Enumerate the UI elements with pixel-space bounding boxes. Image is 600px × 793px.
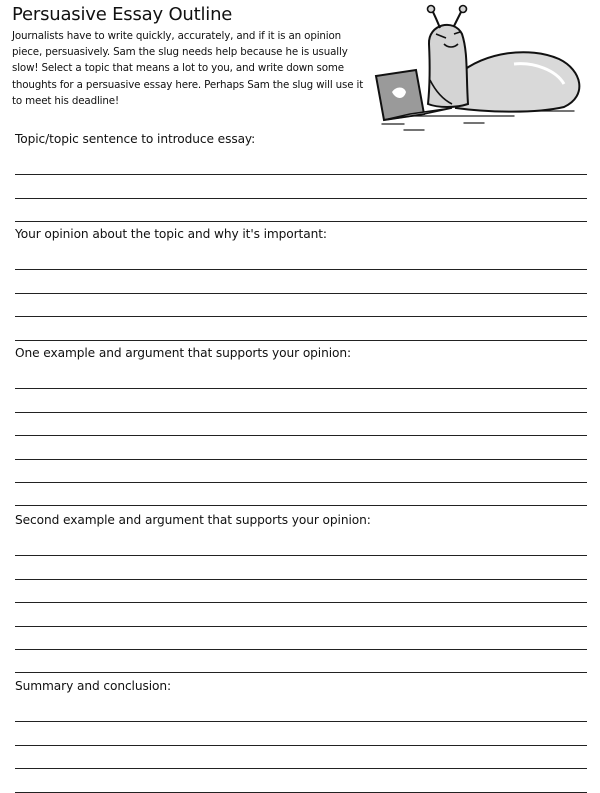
writing-line[interactable] — [15, 556, 587, 579]
section-example-1 — [15, 342, 587, 506]
section-prompt: One example and argument that supports your opinion: — [15, 346, 351, 360]
slug-with-laptop-illustration — [364, 4, 594, 132]
writing-line[interactable] — [15, 722, 587, 745]
section-prompt: Your opinion about the topic and why it's important: — [15, 227, 327, 241]
writing-line[interactable] — [15, 152, 587, 175]
section-prompt: Second example and argument that supports your opinion: — [15, 513, 371, 527]
section-prompt: Summary and conclusion: — [15, 679, 171, 693]
writing-line[interactable] — [15, 175, 587, 198]
writing-line[interactable] — [15, 627, 587, 650]
writing-line[interactable] — [15, 413, 587, 436]
section-opinion — [15, 223, 587, 341]
intro-paragraph: Journalists have to write quickly, accurately, and if it is an opinion piece, persuasively. Sam the slug needs help because he is usually slow! Select a topic that means a lot to you, and write down some thoughts for a persuasive essay here. Perhaps Sam the slug will use it to meet his deadline! — [12, 30, 364, 107]
writing-line[interactable] — [15, 199, 587, 222]
writing-line[interactable] — [15, 270, 587, 293]
writing-line[interactable] — [15, 294, 587, 317]
writing-line[interactable] — [15, 436, 587, 459]
page-title: Persuasive Essay Outline — [12, 4, 233, 25]
writing-line[interactable] — [15, 366, 587, 389]
writing-line[interactable] — [15, 460, 587, 483]
writing-line[interactable] — [15, 699, 587, 722]
writing-line[interactable] — [15, 650, 587, 673]
writing-line[interactable] — [15, 389, 587, 412]
section-topic — [15, 128, 587, 222]
section-summary — [15, 675, 587, 793]
writing-line[interactable] — [15, 247, 587, 270]
writing-line[interactable] — [15, 769, 587, 792]
writing-line[interactable] — [15, 483, 587, 506]
writing-line[interactable] — [15, 533, 587, 556]
writing-line[interactable] — [15, 580, 587, 603]
writing-line[interactable] — [15, 746, 587, 769]
writing-line[interactable] — [15, 317, 587, 340]
section-example-2 — [15, 509, 587, 673]
writing-line[interactable] — [15, 603, 587, 626]
section-prompt: Topic/topic sentence to introduce essay: — [15, 132, 256, 146]
